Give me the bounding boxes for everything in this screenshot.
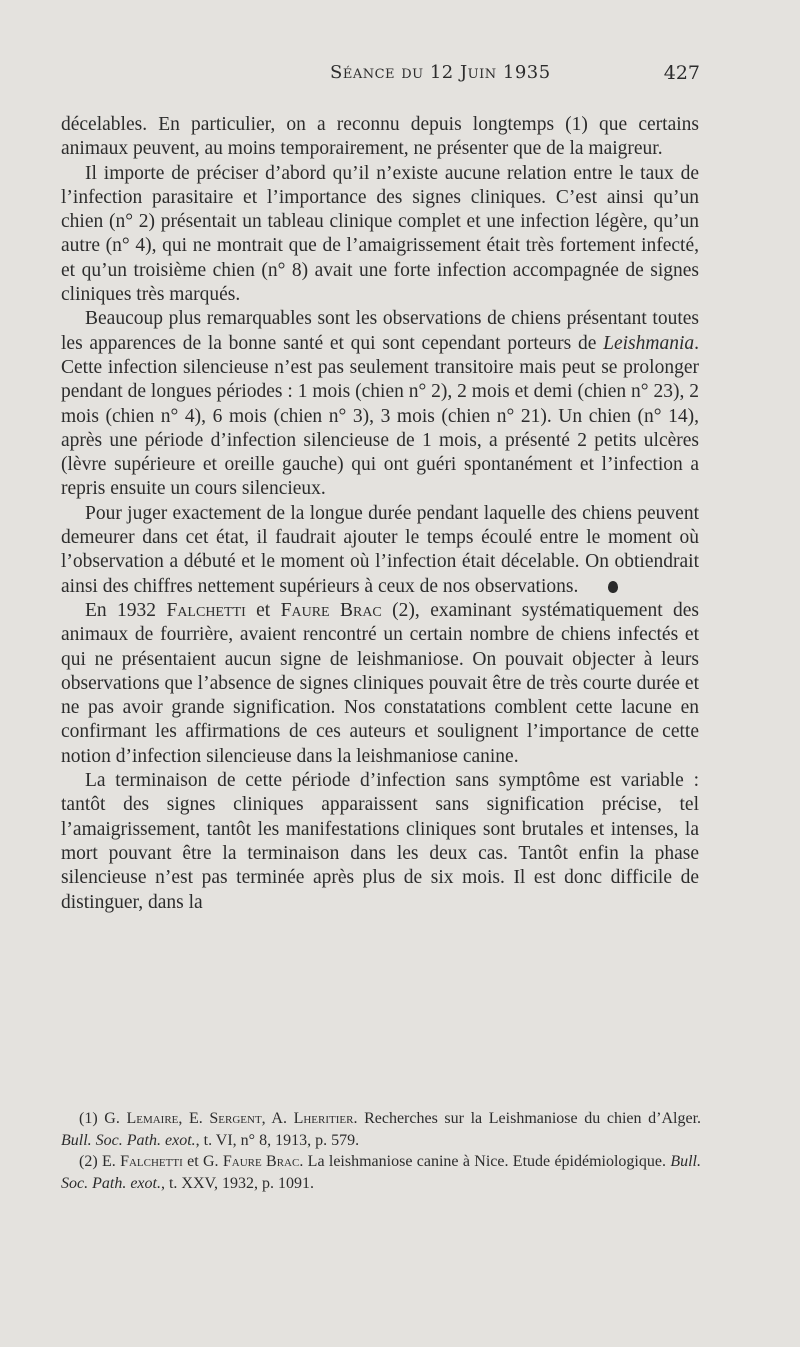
text-run: et G. bbox=[182, 1153, 223, 1170]
paragraph-termination: La terminaison de cette période d’infection sans symptôme est variable : tantôt des signes cliniques apparaissent sans signification précise, tel l’amaigrissement, tantôt les manifestations cliniques sont brutales et intenses, la mort pouvant être la terminaison dans les deux cas. Tantôt enfin la phase silencieuse n’est pas terminée après plus de six mois. Il est donc difficile de distinguer, dans la bbox=[61, 770, 699, 913]
footnote-2 bbox=[61, 1151, 701, 1194]
text-run: . Cette infection silencieuse n’est pas seulement transitoire mais peut se prolonger pendant de longues périodes : 1 mois (chien n° 2), 2 mois et demi (chien n° 23), 2 mois (chien n° 4), 6 mois (chien n° 3), 3 mois (chien n° 21). Un chien (n° 14), après une période d’infection silencieuse de 1 mois, a présenté 2 petits ulcères (lèvre supérieure et oreille gauche) qui ont guéri spontanément et l’infection a repris ensuite un cours silencieux. bbox=[61, 332, 699, 500]
text-run: En 1932 bbox=[85, 599, 167, 621]
footnote-journal: Bull. Soc. Path. exot. bbox=[61, 1131, 196, 1149]
footnote-title: . Recherches sur la Leishmaniose du chien d’Alger. bbox=[353, 1110, 702, 1127]
paragraph-falchetti bbox=[61, 599, 699, 769]
author-name: Faure Brac bbox=[280, 599, 382, 621]
paragraph-duration bbox=[61, 502, 699, 599]
text-run: et bbox=[245, 599, 281, 621]
footnote-author: Falchetti bbox=[120, 1153, 183, 1170]
footnote-1 bbox=[61, 1108, 701, 1151]
genus-name: Leishmania bbox=[603, 332, 695, 354]
paragraph-silent-infection bbox=[61, 307, 699, 501]
author-name: Falchetti bbox=[166, 599, 246, 621]
footnote-author: Faure Brac bbox=[222, 1153, 300, 1170]
footnotes bbox=[61, 1108, 701, 1194]
body-text bbox=[61, 113, 699, 915]
text-run: Beaucoup plus remarquables sont les observations de chiens présentant toutes les apparences de la bonne santé et qui sont cependant porteurs de bbox=[61, 308, 699, 354]
page-number: 427 bbox=[663, 62, 700, 84]
footnote-number: (2) E. bbox=[79, 1153, 121, 1170]
footnote-journal: Bull. Soc. Path. exot. bbox=[61, 1153, 701, 1192]
footnote-title: . La leishmaniose canine à Nice. Etude épidémiologique. bbox=[299, 1153, 671, 1170]
ink-blot-mark bbox=[608, 581, 618, 593]
footnote-number: (1) bbox=[79, 1110, 105, 1127]
footnote-authors: G. Lemaire, E. Sergent, A. Lheritier bbox=[104, 1110, 354, 1127]
running-head bbox=[60, 62, 700, 92]
running-title: Séance du 12 Juin 1935 bbox=[330, 62, 551, 83]
text-run: Pour juger exactement de la longue durée pendant laquelle des chiens peuvent demeurer dans cet état, il faudrait ajouter le temps écoulé entre le moment où l’observation a débuté et le moment où l’infection était décelable. On obtiendrait ainsi des chiffres nettement supérieurs à ceux de nos observations. bbox=[61, 502, 699, 597]
paragraph-relation: Il importe de préciser d’abord qu’il n’existe aucune relation entre le taux de l’infection parasitaire et l’importance des signes cliniques. C’est ainsi qu’un chien (n° 2) présentait un tableau clinique complet et une infection légère, qu’un autre (n° 4), qui ne montrait que de l’amaigrissement était très fortement infecté, et qu’un troisième chien (n° 8) avait une forte infection accompagnée de signes cliniques très marqués. bbox=[61, 162, 699, 306]
text-run: (2), examinant systématiquement des animaux de fourrière, avaient rencontré un certain nombre de chiens infectés et qui ne présentaient aucun signe de leishmaniose. On pouvait objecter à leurs observations que l’absence de signes cliniques pouvait être de très courte durée et ne pas avoir grande signification. Nos constatations comblent cette lacune en confirmant les affirmations de ces auteurs et soulignent l’importance de cette notion d’infection silencieuse dans la leishmaniose canine. bbox=[61, 599, 699, 767]
paragraph-continuation: décelables. En particulier, on a reconnu depuis longtemps (1) que certains animaux peuvent, au moins temporairement, ne présenter que de la maigreur. bbox=[61, 114, 699, 160]
footnote-reference: , t. VI, n° 8, 1913, p. 579. bbox=[195, 1131, 360, 1149]
footnote-reference: , t. XXV, 1932, p. 1091. bbox=[160, 1174, 315, 1192]
